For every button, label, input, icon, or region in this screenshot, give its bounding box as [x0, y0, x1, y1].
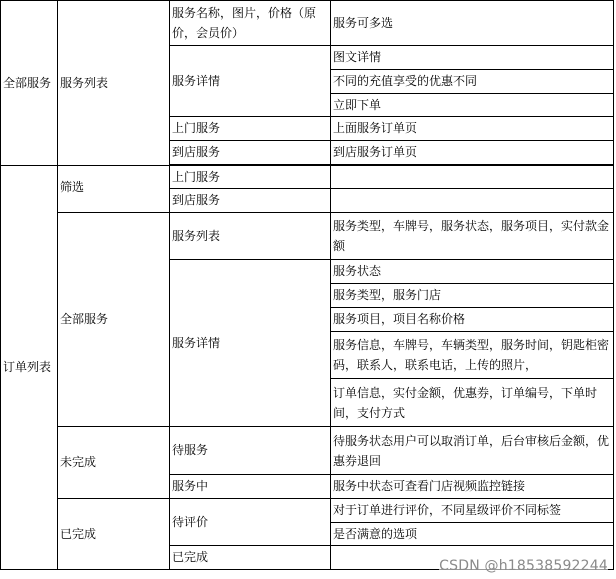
desc-review-stars: 对于订单进行评价，不同星级评价不同标签 [331, 499, 614, 523]
group-incomplete: 未完成 [58, 427, 170, 499]
desc-onsite-order-page: 上面服务订单页 [331, 117, 614, 141]
feature-to-review: 待评价 [170, 499, 331, 546]
desc-order-info: 订单信息，实付金额，优惠券，订单编号，下单时间，支付方式 [331, 379, 614, 427]
table-row [1, 427, 614, 475]
table-row [1, 1, 614, 46]
csdn-watermark: CSDN @h18538592244 [439, 558, 608, 574]
feature-pending-service: 待服务 [170, 427, 331, 475]
feature-done: 已完成 [170, 546, 331, 570]
filter-onsite: 上门服务 [170, 166, 331, 189]
table-row [1, 166, 614, 189]
desc-service-item-price: 服务项目，项目名称价格 [331, 308, 614, 332]
feature-in-service: 服务中 [170, 475, 331, 499]
group-service-list: 服务列表 [58, 1, 170, 166]
feature-service-detail: 服务详情 [170, 46, 331, 117]
filter-instore: 到店服务 [170, 189, 331, 213]
table-row [1, 499, 614, 523]
group-filter: 筛选 [58, 166, 170, 213]
desc-service-info: 服务信息，车牌号，车辆类型，服务时间，钥匙柜密码，联系人，联系电话，上传的照片， [331, 332, 614, 379]
desc-service-status: 服务状态 [331, 260, 614, 284]
desc-order-list-fields: 服务类型，车牌号，服务状态，服务项目，实付款金额 [331, 213, 614, 260]
desc-instore-order-page: 到店服务订单页 [331, 141, 614, 165]
filter-instore-desc [331, 189, 614, 213]
group-all-orders: 全部服务 [58, 213, 170, 427]
desc-pending-cancel: 待服务状态用户可以取消订单，后台审核后金额，优惠券退回 [331, 427, 614, 475]
desc-satisfaction: 是否满意的选项 [331, 523, 614, 546]
section-order-list: 订单列表 [1, 166, 58, 570]
feature-service-name: 服务名称，图片，价格（原价，会员价） [170, 1, 331, 46]
filter-onsite-desc [331, 166, 614, 189]
desc-order-now: 立即下单 [331, 94, 614, 117]
section-all-services: 全部服务 [1, 1, 58, 166]
desc-in-service-video: 服务中状态可查看门店视频监控链接 [331, 475, 614, 499]
desc-recharge-discount: 不同的充值享受的优惠不同 [331, 70, 614, 94]
group-complete: 已完成 [58, 499, 170, 570]
feature-onsite-service: 上门服务 [170, 117, 331, 141]
desc-service-type-store: 服务类型，服务门店 [331, 284, 614, 308]
desc-rich-detail: 图文详情 [331, 46, 614, 70]
table-row [1, 213, 614, 260]
feature-order-service-list: 服务列表 [170, 213, 331, 260]
feature-instore-service: 到店服务 [170, 141, 331, 165]
feature-order-service-detail: 服务详情 [170, 260, 331, 427]
desc-multi-select: 服务可多选 [331, 1, 614, 46]
